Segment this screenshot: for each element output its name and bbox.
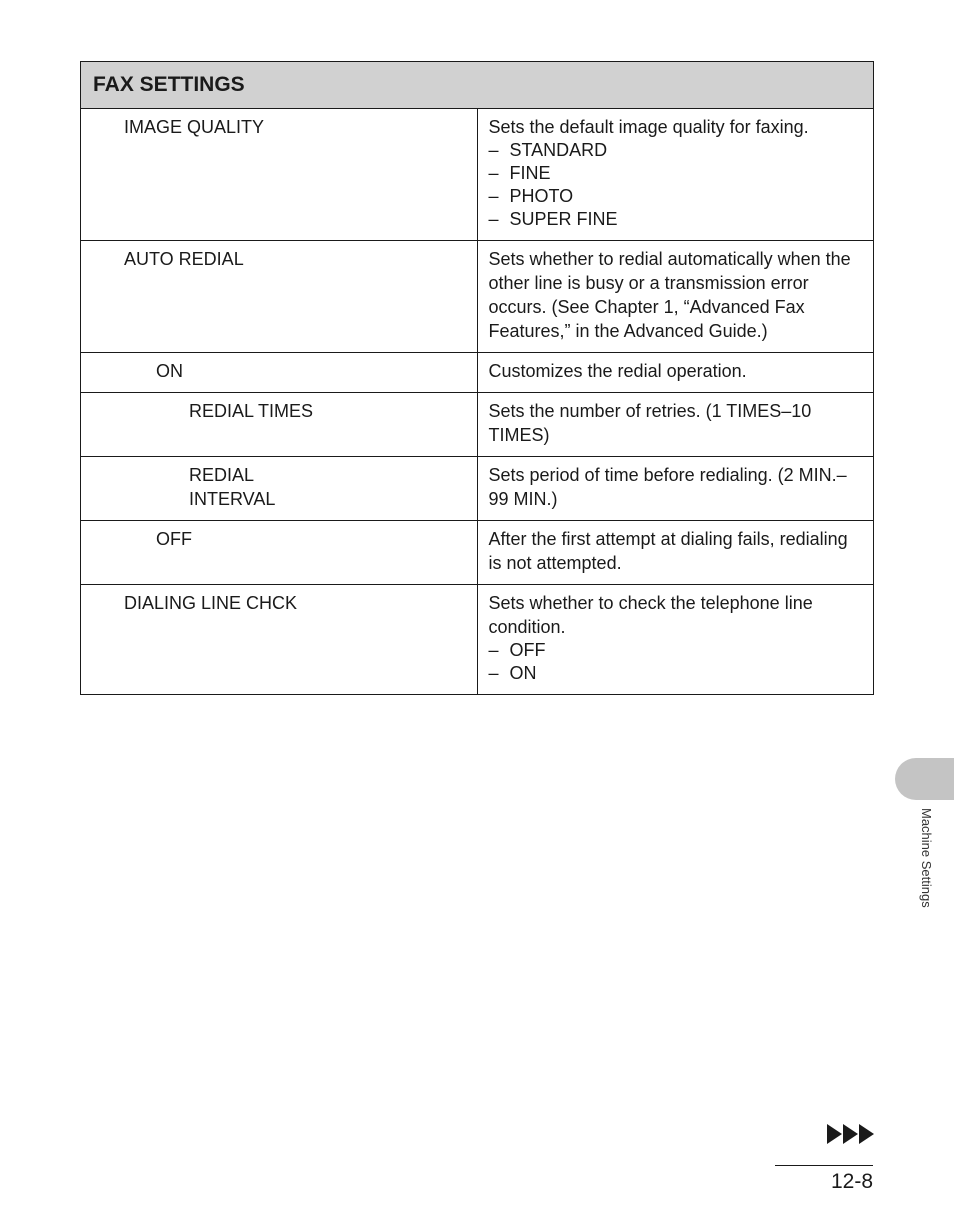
setting-description bbox=[477, 457, 874, 521]
option-item: – ON bbox=[488, 663, 537, 683]
setting-name-text: REDIAL bbox=[189, 465, 255, 485]
option-item: – PHOTO bbox=[488, 186, 574, 206]
description-text: Sets whether to check the telephone line condition. bbox=[488, 593, 813, 637]
page-number: 12-8 bbox=[830, 1170, 873, 1193]
option-item: – FINE bbox=[488, 163, 551, 183]
description-text: Sets the number of retries. (1 TIMES–10 TIMES) bbox=[488, 401, 812, 445]
table-row bbox=[81, 521, 874, 585]
table-row bbox=[81, 353, 874, 393]
setting-name-text: IMAGE QUALITY bbox=[124, 117, 265, 137]
setting-name-text: OFF bbox=[156, 529, 192, 549]
setting-name bbox=[81, 241, 478, 353]
description-text: After the first attempt at dialing fails, redialing is not attempted. bbox=[488, 529, 848, 573]
chapter-tab-label: Machine Settings bbox=[919, 808, 934, 908]
option-item: – SUPER FINE bbox=[488, 209, 618, 229]
setting-description bbox=[477, 241, 874, 353]
setting-name-text: REDIAL TIMES bbox=[189, 401, 314, 421]
option-list bbox=[489, 639, 864, 685]
option-list bbox=[489, 139, 864, 231]
arrow-right-icon bbox=[827, 1124, 842, 1144]
arrow-right-icon bbox=[859, 1124, 874, 1144]
setting-description bbox=[477, 521, 874, 585]
description-text: Sets the default image quality for faxing. bbox=[488, 117, 809, 137]
arrow-right-icon bbox=[843, 1124, 858, 1144]
setting-name bbox=[81, 109, 478, 241]
triple-arrow-right-icon bbox=[827, 1124, 874, 1144]
setting-name-text: ON bbox=[156, 361, 183, 381]
table-row bbox=[81, 585, 874, 695]
description-text: Sets whether to redial automatically when the other line is busy or a transmission error occurs. (See Chapter 1, “Advanced Fax Features,” in the Advanced Guide.) bbox=[488, 249, 851, 341]
section-title: FAX SETTINGS bbox=[81, 62, 874, 109]
fax-settings-table bbox=[80, 61, 874, 695]
setting-name-text: AUTO REDIAL bbox=[124, 249, 244, 269]
table-header-row bbox=[81, 62, 874, 109]
setting-name bbox=[81, 353, 478, 393]
chapter-tab bbox=[895, 758, 954, 800]
setting-name-text: INTERVAL bbox=[189, 489, 276, 509]
setting-name bbox=[81, 521, 478, 585]
setting-name bbox=[81, 457, 478, 521]
setting-name bbox=[81, 585, 478, 695]
table-row bbox=[81, 457, 874, 521]
setting-description bbox=[477, 109, 874, 241]
footer-divider bbox=[775, 1165, 873, 1166]
description-text: Customizes the redial operation. bbox=[488, 361, 747, 381]
table-row bbox=[81, 109, 874, 241]
setting-description bbox=[477, 585, 874, 695]
setting-description bbox=[477, 353, 874, 393]
option-item: – STANDARD bbox=[488, 140, 608, 160]
setting-description bbox=[477, 393, 874, 457]
setting-name-text: DIALING LINE CHCK bbox=[124, 593, 298, 613]
setting-name bbox=[81, 393, 478, 457]
table-row bbox=[81, 393, 874, 457]
description-text: Sets period of time before redialing. (2 MIN.–99 MIN.) bbox=[488, 465, 847, 509]
table-row bbox=[81, 241, 874, 353]
option-item: – OFF bbox=[488, 640, 546, 660]
